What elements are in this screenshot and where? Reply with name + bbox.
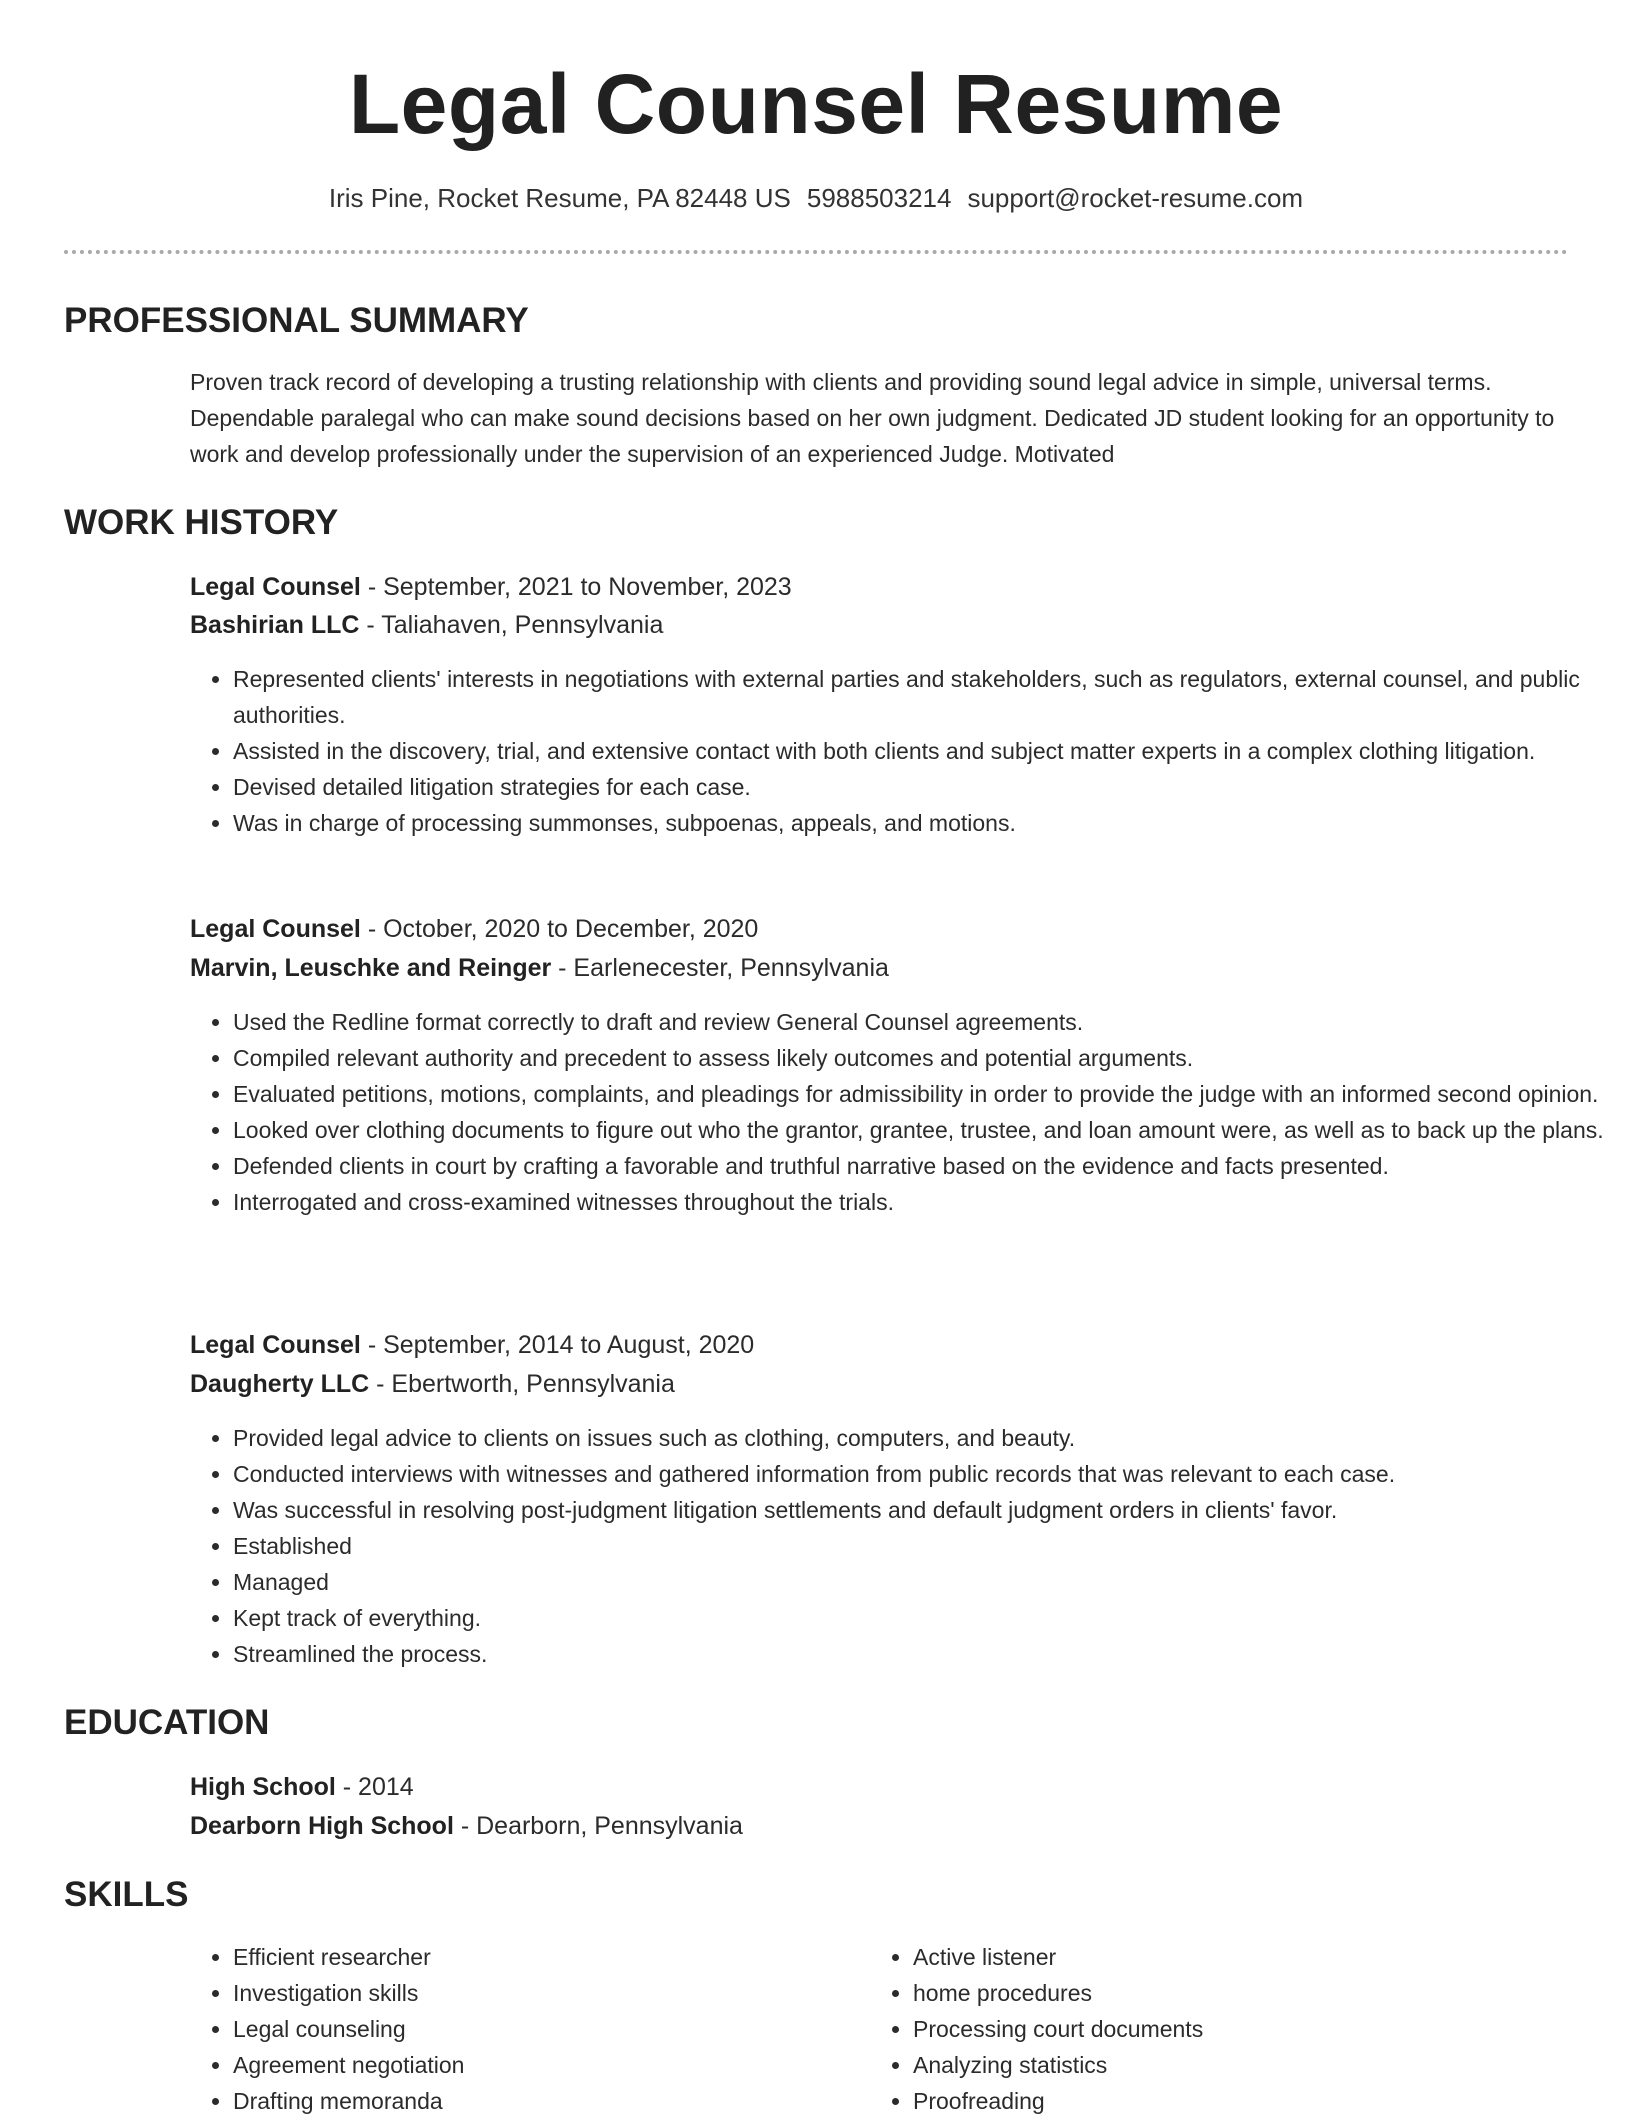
skills-list-left <box>190 1939 873 2119</box>
education-heading: EDUCATION <box>64 1703 270 1742</box>
list-item: • Evaluated petitions, motions, complaints, and pleadings for admissibility in order to provide the judge with an informed second opinion. <box>233 1076 1613 1112</box>
education-school-line <box>190 1808 743 1844</box>
list-item: • Looked over clothing documents to figure out who the grantor, grantee, trustee, and loan amount were, as well as to back up the plans. <box>233 1112 1613 1148</box>
job-2-company: Marvin, Leuschke and Reinger <box>190 954 552 982</box>
job-1-company-line <box>190 607 663 643</box>
skill-item: • Active listener <box>913 1939 1553 1975</box>
list-item: • Established <box>233 1528 1613 1564</box>
summary-text: Proven track record of developing a trusting relationship with clients and providing sound legal advice in simple, universal terms. Dependable paralegal who can make sound decisions based on her own judgment. Dedicated JD student looking for an opportunity to work and develop professionally under the supervision of an experienced Judge. Motivated <box>190 369 1555 467</box>
skill-item: • home procedures <box>913 1975 1553 2011</box>
education-year: - 2014 <box>335 1773 414 1801</box>
list-item: • Devised detailed litigation strategies for each case. <box>233 769 1613 805</box>
skills-heading: SKILLS <box>64 1875 189 1914</box>
contact-phone: 5988503214 <box>806 183 952 213</box>
job-3-bullets <box>190 1420 1613 1672</box>
skill-item: • Analyzing statistics <box>913 2047 1553 2083</box>
job-2-company-line <box>190 950 889 986</box>
header-divider <box>64 250 1568 254</box>
job-1-title: Legal Counsel <box>190 573 361 601</box>
skill-item: • Efficient researcher <box>233 1939 873 1975</box>
skill-item: • Investigation skills <box>233 1975 873 2011</box>
skill-item: • Agreement negotiation <box>233 2047 873 2083</box>
job-1-location: - Taliahaven, Pennsylvania <box>359 611 664 639</box>
contact-email: support@rocket-resume.com <box>967 183 1304 213</box>
list-item: • Represented clients' interests in negotiations with external parties and stakeholders, such as regulators, external counsel, and public authorities. <box>233 661 1613 733</box>
list-item: • Streamlined the process. <box>233 1636 1613 1672</box>
list-item: • Compiled relevant authority and precedent to assess likely outcomes and potential arguments. <box>233 1040 1613 1076</box>
list-item: • Was in charge of processing summonses, subpoenas, appeals, and motions. <box>233 805 1613 841</box>
list-item: • Interrogated and cross-examined witnesses throughout the trials. <box>233 1184 1613 1220</box>
education-location: - Dearborn, Pennsylvania <box>453 1812 743 1840</box>
job-3-company-line <box>190 1366 675 1402</box>
list-item: • Was successful in resolving post-judgment litigation settlements and default judgment orders in clients' favor. <box>233 1492 1613 1528</box>
job-2-title: Legal Counsel <box>190 915 361 943</box>
contact-line <box>0 180 1632 216</box>
job-3-dates: - September, 2014 to August, 2020 <box>360 1331 755 1359</box>
job-1-title-line <box>190 569 792 605</box>
job-1-company: Bashirian LLC <box>190 611 360 639</box>
resume-title: Legal Counsel Resume <box>348 57 1284 151</box>
job-2-location: - Earlenecester, Pennsylvania <box>551 954 889 982</box>
job-3-title: Legal Counsel <box>190 1331 361 1359</box>
job-1-dates: - September, 2021 to November, 2023 <box>360 573 792 601</box>
job-3-company: Daugherty LLC <box>190 1370 370 1398</box>
list-item: • Defended clients in court by crafting a favorable and truthful narrative based on the evidence and facts presented. <box>233 1148 1613 1184</box>
education-school: Dearborn High School <box>190 1812 454 1840</box>
list-item: • Managed <box>233 1564 1613 1600</box>
list-item: • Assisted in the discovery, trial, and extensive contact with both clients and subject matter experts in a complex clothing litigation. <box>233 733 1613 769</box>
list-item: • Conducted interviews with witnesses and gathered information from public records that was relevant to each case. <box>233 1456 1613 1492</box>
list-item: • Provided legal advice to clients on issues such as clothing, computers, and beauty. <box>233 1420 1613 1456</box>
contact-address: Iris Pine, Rocket Resume, PA 82448 US <box>328 183 791 213</box>
education-degree: High School <box>190 1773 336 1801</box>
job-2-dates: - October, 2020 to December, 2020 <box>360 915 759 943</box>
job-3-title-line <box>190 1327 754 1363</box>
list-item: • Kept track of everything. <box>233 1600 1613 1636</box>
summary-heading: PROFESSIONAL SUMMARY <box>64 301 529 340</box>
work-history-heading: WORK HISTORY <box>64 503 339 542</box>
skills-list-right <box>870 1939 1553 2119</box>
list-item: • Used the Redline format correctly to draft and review General Counsel agreements. <box>233 1004 1613 1040</box>
job-2-bullets <box>190 1004 1613 1220</box>
skill-item: • Drafting memoranda <box>233 2083 873 2119</box>
job-3-location: - Ebertworth, Pennsylvania <box>369 1370 675 1398</box>
job-1-bullets <box>190 661 1613 841</box>
skill-item: • Processing court documents <box>913 2011 1553 2047</box>
skill-item: • Legal counseling <box>233 2011 873 2047</box>
education-degree-line <box>190 1769 414 1805</box>
job-2-title-line <box>190 911 758 947</box>
skill-item: • Proofreading <box>913 2083 1553 2119</box>
